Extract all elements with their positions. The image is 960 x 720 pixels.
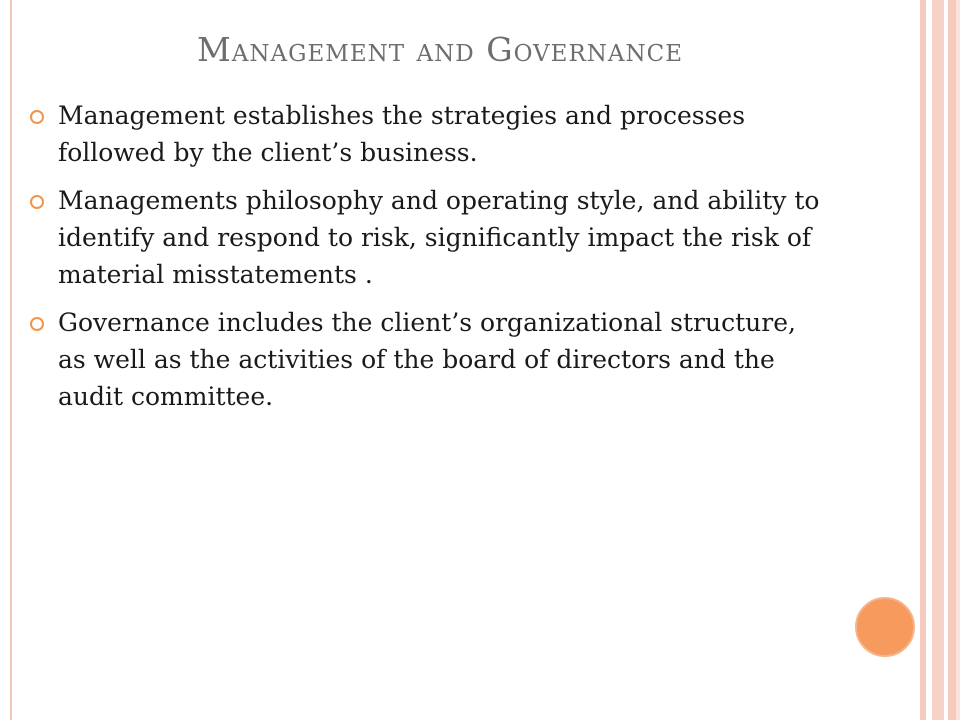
bullet-list (30, 97, 830, 426)
hollow-circle-icon (30, 110, 44, 124)
hollow-circle-icon (30, 317, 44, 331)
bullet-text: Governance includes the client’s organizational structure, as well as the activities of the board of directors and the audit committee. (58, 308, 796, 411)
decorative-stripe (956, 0, 960, 720)
bullet-text: Managements philosophy and operating style, and ability to identify and respond to risk, significantly impact the risk of material misstatements . (58, 186, 820, 289)
left-border-line (10, 0, 12, 720)
orange-circle-decoration (855, 597, 915, 657)
bullet-text: Management establishes the strategies and processes followed by the client’s business. (58, 101, 746, 167)
hollow-circle-icon (30, 195, 44, 209)
bullet-item (30, 97, 830, 171)
decorative-stripe (932, 0, 944, 720)
slide-title: Management and Governance (196, 30, 684, 69)
bullet-item (30, 182, 830, 293)
decorative-stripe (948, 0, 956, 720)
bullet-item (30, 304, 830, 415)
